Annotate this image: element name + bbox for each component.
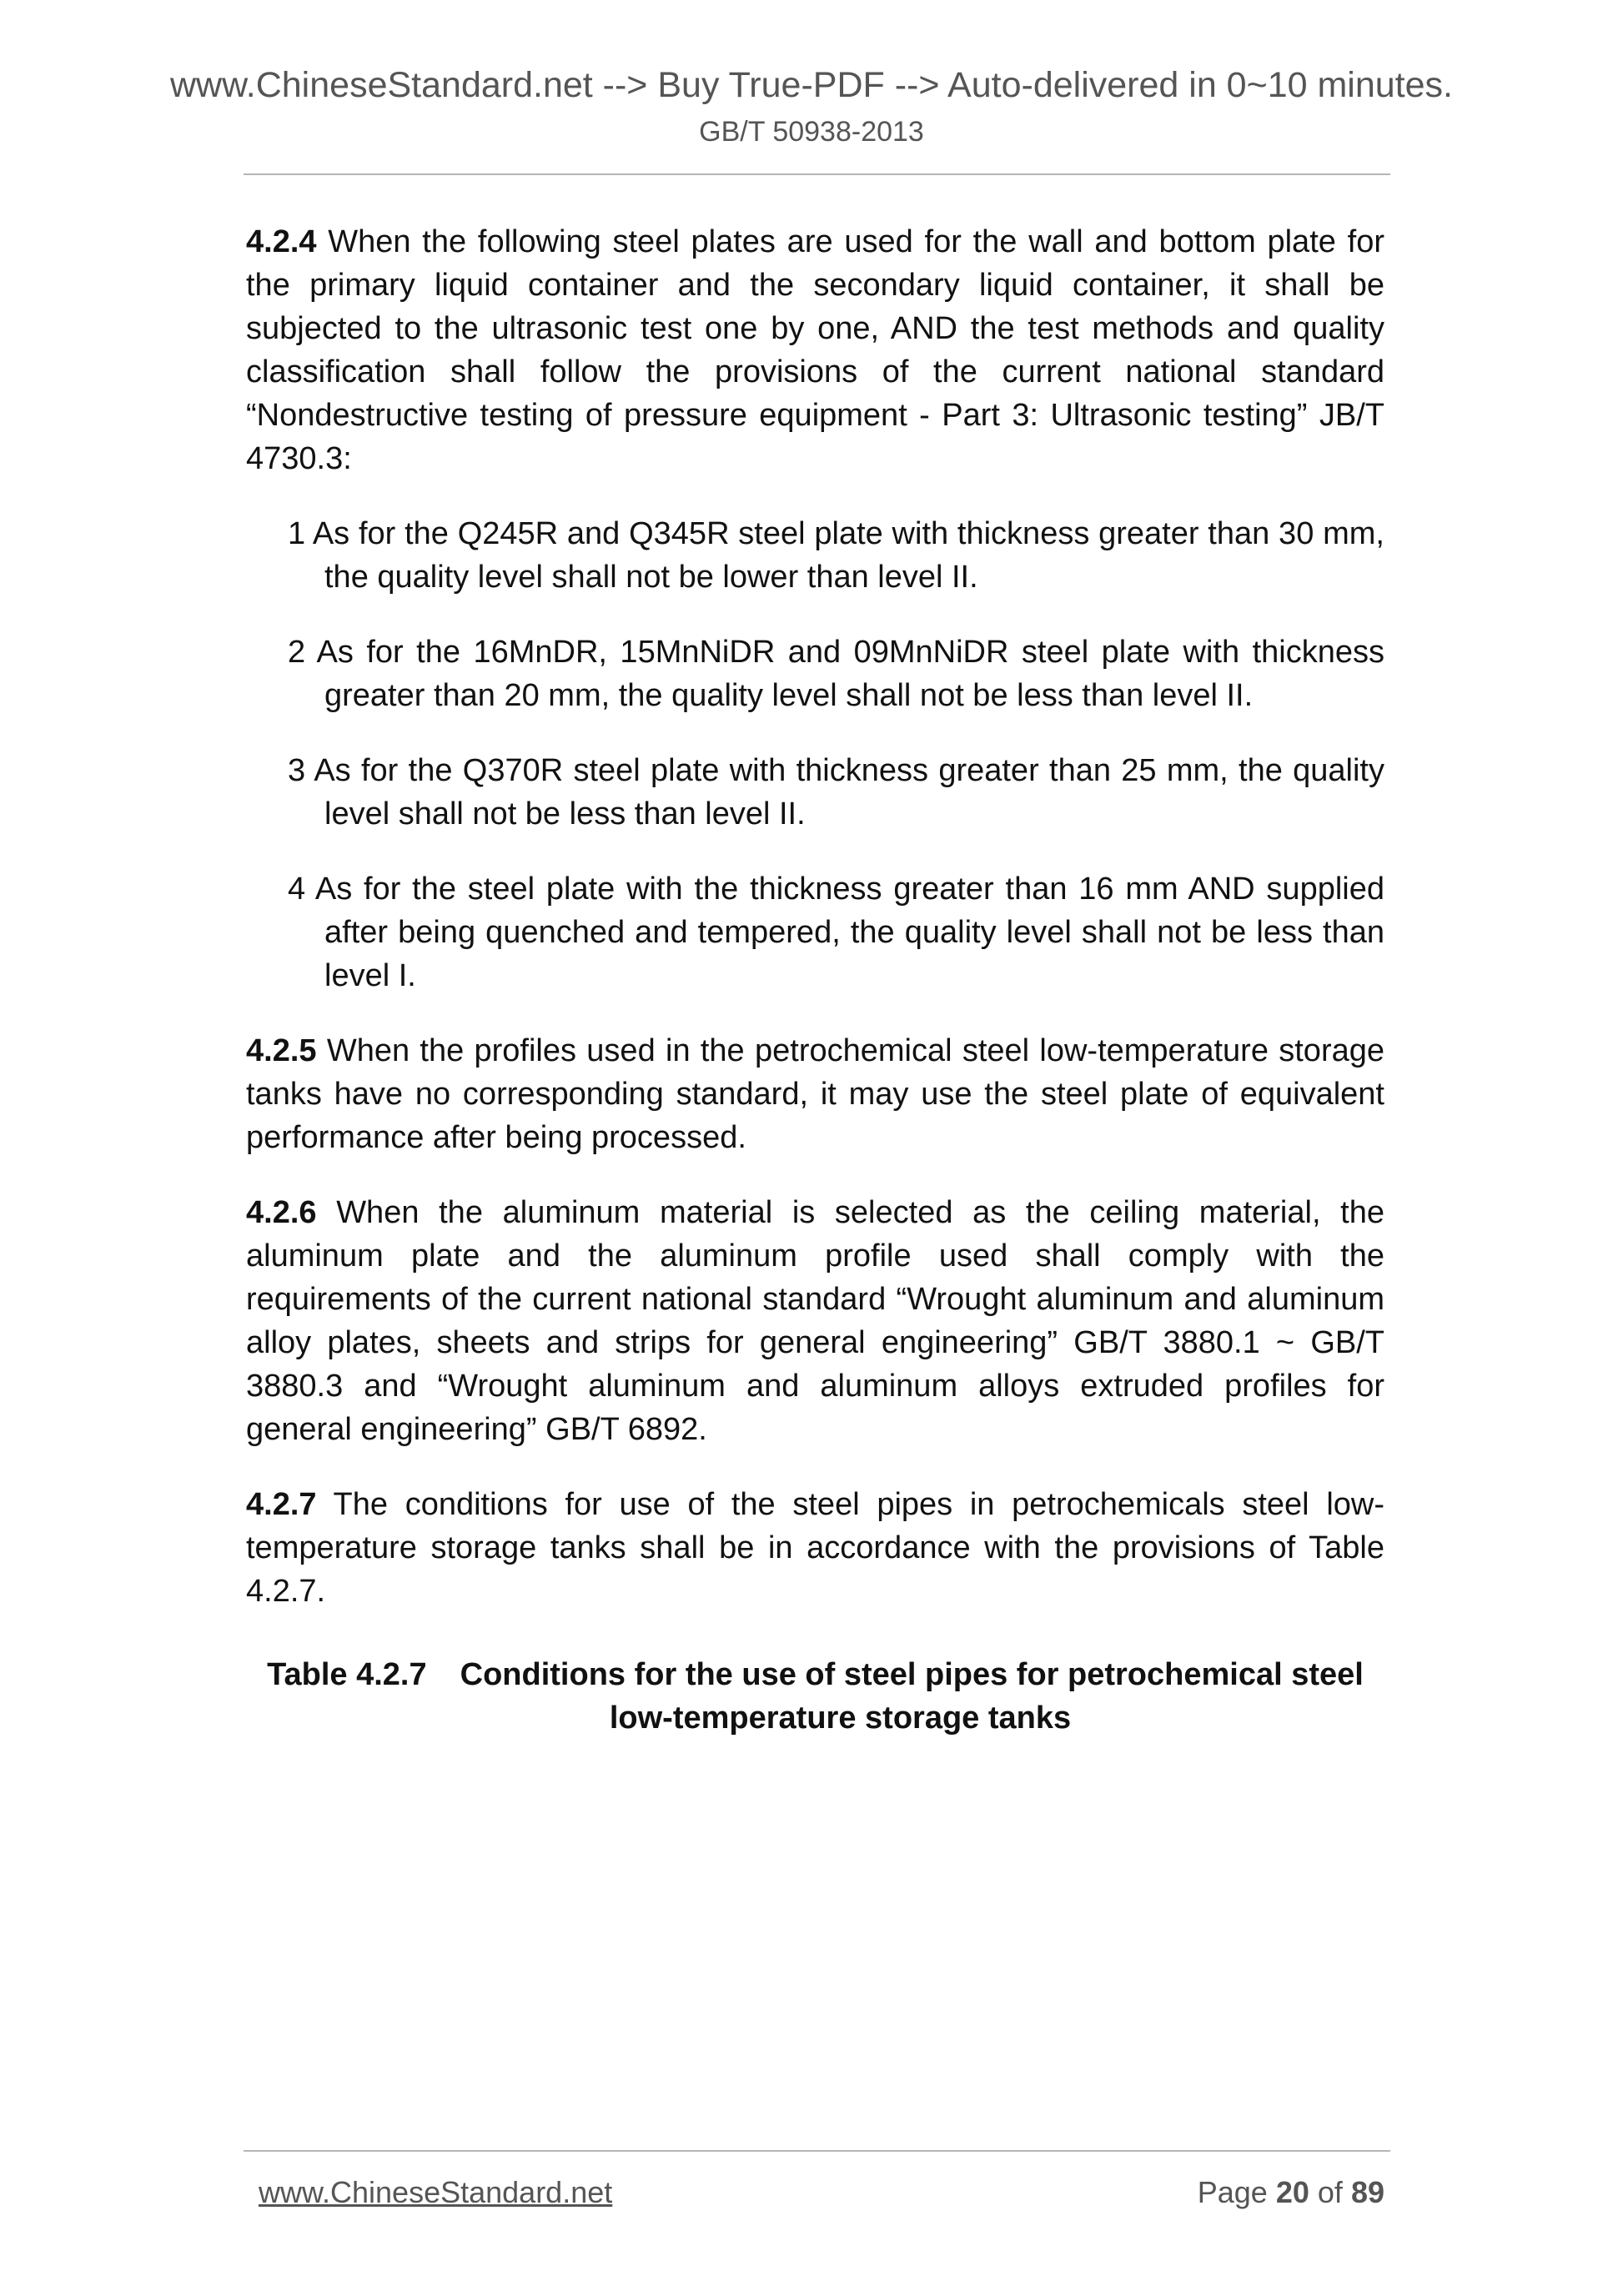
clause-4-2-7 <box>246 1483 1384 1613</box>
clause-4-2-6 <box>246 1191 1384 1451</box>
footer-website-link[interactable]: www.ChineseStandard.net <box>259 2175 613 2209</box>
page-label: Page <box>1197 2175 1268 2209</box>
footer-divider <box>244 2150 1390 2152</box>
list-item: 3 As for the Q370R steel plate with thickness greater than 25 mm, the quality level shall not be less than level II. <box>288 753 1384 831</box>
clause-text: When the following steel plates are used for the wall and bottom plate for the primary liquid container and the secondary liquid container, it shall be subjected to the ultrasonic test one by one, AND the test methods and quality classification shall follow the provisions of the current national standard “Nondestructive testing of pressure equipment - Part 3: Ultrasonic testing” JB/T 4730.3: <box>246 224 1384 476</box>
clause-text: When the profiles used in the petrochemical steel low-temperature storage tanks have no corresponding standard, it may use the steel plate of equivalent performance after being processed. <box>246 1033 1384 1155</box>
clause-number: 4.2.7 <box>246 1487 317 1522</box>
clause-4-2-4 <box>246 220 1384 480</box>
page-total: 89 <box>1350 2175 1384 2209</box>
header-divider <box>244 173 1390 175</box>
header-promo-text: www.ChineseStandard.net --> Buy True-PDF --> Auto-delivered in 0~10 minutes. <box>169 65 1453 105</box>
clause-number: 4.2.4 <box>246 224 317 259</box>
clause-number: 4.2.6 <box>246 1195 317 1230</box>
page-current: 20 <box>1275 2175 1309 2209</box>
table-caption-text: Conditions for the use of steel pipes for petrochemical steel low-temperature storage tanks <box>460 1657 1364 1736</box>
clause-number: 4.2.5 <box>246 1033 317 1068</box>
list-item: 1 As for the Q245R and Q345R steel plate with thickness greater than 30 mm, the quality level shall not be lower than level II. <box>288 516 1384 595</box>
table-caption <box>246 1653 1384 1740</box>
clause-text: When the aluminum material is selected as the ceiling material, the aluminum plate and the aluminum profile used shall comply with the requirements of the current national standard “Wrought aluminum and aluminum alloy plates, sheets and strips for general engineering” GB/T 3880.1 ~ GB/T 3880.3 and “Wrought aluminum and aluminum alloys extruded profiles for general engineering” GB/T 6892. <box>246 1195 1384 1447</box>
list-item: 4 As for the steel plate with the thickness greater than 16 mm AND supplied after being quenched and tempered, the quality level shall not be less than level I. <box>288 872 1384 993</box>
header-standard-number: GB/T 50938-2013 <box>699 116 924 148</box>
page-of: of <box>1317 2175 1343 2209</box>
page-indicator <box>1198 2172 1384 2213</box>
list-item: 2 As for the 16MnDR, 15MnNiDR and 09MnNiDR steel plate with thickness greater than 20 mm, the quality level shall not be less than level II. <box>288 635 1384 713</box>
document-body <box>246 220 1384 1740</box>
clause-text: The conditions for use of the steel pipes in petrochemicals steel low-temperature storage tanks shall be in accordance with the provisions of Table 4.2.7. <box>246 1487 1384 1609</box>
clause-4-2-5 <box>246 1029 1384 1159</box>
page-header <box>0 62 1623 152</box>
table-number: Table 4.2.7 <box>267 1657 427 1692</box>
